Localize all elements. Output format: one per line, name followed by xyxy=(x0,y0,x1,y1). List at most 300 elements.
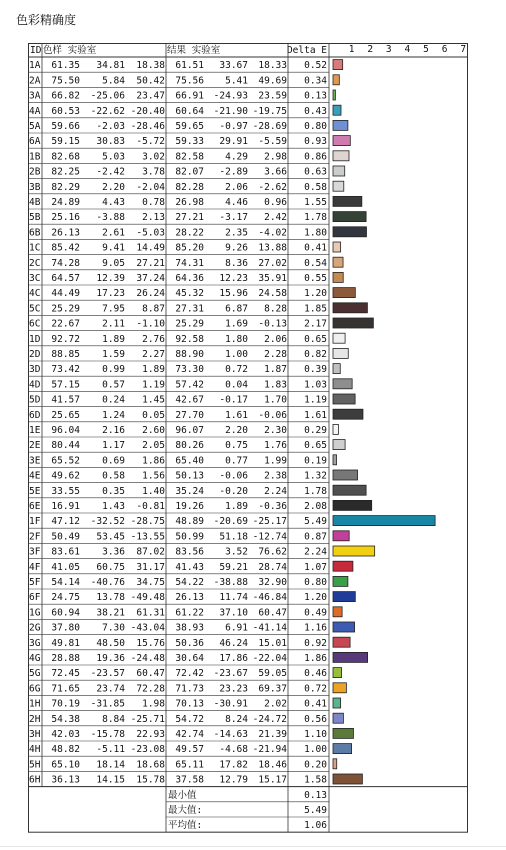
sample-a: 9.05 xyxy=(102,257,125,269)
row-id: 2D xyxy=(29,349,41,360)
sample-l: 64.57 xyxy=(51,273,80,284)
row-id: 2F xyxy=(29,531,41,543)
delta-e-bar xyxy=(333,698,341,708)
delta-e-bar xyxy=(333,607,342,617)
sample-l: 25.65 xyxy=(51,409,80,421)
sample-b: 1.56 xyxy=(142,470,165,482)
delta-e-bar xyxy=(333,561,353,571)
sample-a: 2.20 xyxy=(102,181,125,193)
sample-b: 15.78 xyxy=(136,774,165,786)
delta-e-value: 5.49 xyxy=(304,516,327,528)
delta-e-value: 1.58 xyxy=(304,774,327,786)
axis-tick-label: 2 xyxy=(367,44,374,55)
delta-e-value: 0.58 xyxy=(304,181,327,193)
sample-a: 19.36 xyxy=(96,653,125,664)
result-a: -4.68 xyxy=(219,744,248,756)
result-a: 1.80 xyxy=(225,333,248,345)
sample-l: 41.57 xyxy=(51,394,80,406)
row-id: 4A xyxy=(29,105,41,117)
result-b: -22.04 xyxy=(252,653,287,664)
sample-a: -25.06 xyxy=(90,90,125,102)
result-l: 92.58 xyxy=(175,333,204,345)
sample-b: 23.47 xyxy=(136,90,165,102)
row-id: 6B xyxy=(29,227,41,239)
result-b: 60.47 xyxy=(258,607,287,619)
delta-e-table-chart xyxy=(28,43,468,841)
sample-l: 74.28 xyxy=(51,257,80,269)
summary-max-value: 5.49 xyxy=(304,805,327,816)
result-l: 30.64 xyxy=(175,653,204,664)
sample-a: 0.99 xyxy=(102,364,125,376)
delta-e-value: 1.78 xyxy=(304,212,327,224)
delta-e-bar xyxy=(333,500,372,510)
summary-max-label: 最大值: xyxy=(168,805,203,816)
sample-a: -3.88 xyxy=(96,212,125,224)
delta-e-bar xyxy=(333,409,363,419)
delta-e-bar xyxy=(333,364,340,374)
delta-e-bar xyxy=(333,485,366,495)
result-a: 11.74 xyxy=(219,592,248,604)
sample-l: 75.50 xyxy=(51,75,80,87)
result-l: 83.56 xyxy=(175,546,204,558)
sample-a: 30.83 xyxy=(96,136,125,148)
delta-e-value: 1.20 xyxy=(304,288,327,300)
delta-e-bar xyxy=(333,683,346,693)
sample-a: 1.24 xyxy=(102,409,125,421)
result-a: 6.91 xyxy=(225,622,248,634)
sample-a: 23.74 xyxy=(96,683,125,695)
row-id: 3E xyxy=(29,455,41,467)
sample-a: 1.43 xyxy=(102,501,125,512)
result-b: 23.59 xyxy=(258,90,287,102)
delta-e-value: 0.49 xyxy=(304,607,327,619)
sample-b: -23.08 xyxy=(130,744,165,756)
delta-e-value: 0.19 xyxy=(304,455,327,467)
delta-e-value: 0.46 xyxy=(304,668,327,680)
result-b: 2.42 xyxy=(264,212,287,224)
sample-l: 83.61 xyxy=(51,546,80,558)
sample-b: 0.05 xyxy=(142,409,165,421)
delta-e-value: 1.20 xyxy=(304,592,327,604)
sample-l: 25.29 xyxy=(51,303,80,315)
result-l: 70.13 xyxy=(175,698,204,710)
result-a: 2.35 xyxy=(225,227,248,239)
axis-tick-label: 5 xyxy=(423,44,429,55)
sample-l: 33.55 xyxy=(51,485,80,497)
delta-e-bar xyxy=(333,652,368,662)
sample-l: 65.10 xyxy=(51,759,80,771)
result-a: 3.52 xyxy=(225,546,248,558)
delta-e-value: 0.41 xyxy=(304,242,327,254)
result-b: -41.14 xyxy=(252,622,287,634)
sample-b: 0.78 xyxy=(142,197,165,208)
result-a: 9.26 xyxy=(225,242,248,254)
result-l: 42.67 xyxy=(175,394,204,406)
delta-e-bar xyxy=(333,257,343,267)
delta-e-bar xyxy=(333,379,352,389)
row-id: 1G xyxy=(29,607,41,619)
result-a: 37.10 xyxy=(219,607,248,619)
delta-e-bar xyxy=(333,181,344,191)
sample-b: -2.04 xyxy=(136,181,165,193)
row-id: 3G xyxy=(29,637,41,649)
result-b: 27.02 xyxy=(258,257,287,269)
delta-e-value: 1.10 xyxy=(304,729,327,740)
header-result-lab: 结果 实验室 xyxy=(167,45,221,56)
delta-e-bar xyxy=(333,90,335,100)
result-b: 21.39 xyxy=(258,729,287,740)
sample-l: 71.65 xyxy=(51,683,80,695)
sample-l: 28.88 xyxy=(51,653,80,664)
sample-a: -2.42 xyxy=(96,166,125,178)
summary-min-value: 0.13 xyxy=(304,789,327,801)
delta-e-bar xyxy=(333,713,343,723)
result-b: 8.28 xyxy=(264,303,287,315)
axis-tick-label: 4 xyxy=(404,44,411,55)
page-bottom-divider xyxy=(0,846,506,847)
delta-e-value: 0.20 xyxy=(304,759,327,771)
sample-l: 54.14 xyxy=(51,577,80,588)
delta-e-value: 2.24 xyxy=(304,546,327,558)
sample-a: 1.59 xyxy=(102,349,125,360)
delta-e-value: 0.29 xyxy=(304,425,327,436)
row-id: 6E xyxy=(29,501,41,512)
result-a: 29.91 xyxy=(219,136,248,148)
result-b: 2.28 xyxy=(264,349,287,360)
result-l: 54.22 xyxy=(175,577,204,588)
delta-e-value: 0.65 xyxy=(304,333,327,345)
sample-a: 60.75 xyxy=(96,561,125,573)
sample-b: 31.17 xyxy=(136,561,165,573)
delta-e-bar xyxy=(333,288,355,298)
delta-e-value: 0.41 xyxy=(304,698,327,710)
delta-e-value: 0.52 xyxy=(304,60,327,72)
delta-e-value: 0.34 xyxy=(304,75,327,87)
sample-b: 3.02 xyxy=(142,151,165,163)
row-id: 3B xyxy=(29,181,41,193)
result-l: 27.31 xyxy=(175,303,204,315)
sample-l: 82.68 xyxy=(51,151,80,163)
result-a: 12.79 xyxy=(219,774,248,786)
delta-e-bar xyxy=(333,546,375,556)
result-a: -2.89 xyxy=(219,166,248,178)
sample-l: 47.12 xyxy=(51,516,80,528)
delta-e-value: 0.63 xyxy=(304,166,327,178)
result-a: 0.77 xyxy=(225,455,248,467)
result-l: 42.74 xyxy=(175,729,204,740)
result-l: 37.58 xyxy=(175,774,204,786)
sample-a: 12.39 xyxy=(96,273,125,284)
result-l: 64.36 xyxy=(175,273,204,284)
result-a: 1.61 xyxy=(225,409,248,421)
delta-e-bar xyxy=(333,136,350,146)
result-a: -0.17 xyxy=(219,394,248,406)
delta-e-value: 0.86 xyxy=(304,151,327,163)
sample-l: 42.03 xyxy=(51,729,80,740)
result-b: 1.83 xyxy=(264,379,287,391)
sample-b: 61.31 xyxy=(136,607,165,619)
result-l: 80.26 xyxy=(175,440,204,452)
sample-a: -32.52 xyxy=(90,516,125,528)
sample-a: 5.84 xyxy=(102,75,125,87)
delta-e-bar xyxy=(333,440,345,450)
row-id: 2H xyxy=(29,713,41,725)
header-id: ID xyxy=(30,45,42,56)
result-a: 2.06 xyxy=(225,181,248,193)
axis-tick-label: 1 xyxy=(348,44,355,55)
result-a: 8.24 xyxy=(225,713,248,725)
row-id: 4F xyxy=(29,561,41,573)
sample-l: 73.42 xyxy=(51,364,80,376)
sample-a: 18.14 xyxy=(96,759,125,771)
delta-e-bar xyxy=(333,318,373,328)
result-b: 69.37 xyxy=(258,683,287,695)
header-delta-e: Delta E xyxy=(286,45,327,56)
delta-e-bar xyxy=(333,166,345,176)
result-b: -25.17 xyxy=(252,516,287,528)
result-l: 54.72 xyxy=(175,713,204,725)
delta-e-bar xyxy=(333,759,337,769)
result-b: 32.90 xyxy=(258,577,287,588)
row-id: 1H xyxy=(29,698,41,710)
sample-l: 92.72 xyxy=(51,333,80,345)
sample-b: 3.78 xyxy=(142,166,165,178)
result-b: -24.72 xyxy=(252,713,287,725)
sample-l: 61.35 xyxy=(51,60,80,72)
sample-l: 65.52 xyxy=(51,455,80,467)
delta-e-bar xyxy=(333,455,337,465)
result-a: 17.86 xyxy=(219,653,248,664)
result-b: 15.17 xyxy=(258,774,287,786)
row-id: 2A xyxy=(29,75,41,87)
delta-e-bar xyxy=(333,60,343,70)
sample-l: 59.15 xyxy=(51,136,80,148)
result-a: 5.41 xyxy=(225,75,248,87)
sample-a: 9.41 xyxy=(102,242,125,254)
sample-l: 22.67 xyxy=(51,318,80,330)
result-b: 15.01 xyxy=(258,637,287,649)
result-b: -21.94 xyxy=(252,744,287,756)
sample-b: -24.48 xyxy=(130,653,165,664)
sample-l: 37.80 xyxy=(51,622,80,634)
row-id: 5A xyxy=(29,121,41,132)
result-b: 2.06 xyxy=(264,333,287,345)
result-b: 59.05 xyxy=(258,668,287,680)
delta-e-value: 1.80 xyxy=(304,227,327,239)
sample-a: 0.58 xyxy=(102,470,125,482)
sample-b: -5.03 xyxy=(136,227,165,239)
sample-a: -31.85 xyxy=(90,698,125,710)
sample-l: 72.45 xyxy=(51,668,80,680)
delta-e-bar xyxy=(333,728,353,738)
result-l: 50.36 xyxy=(175,637,204,649)
result-l: 50.13 xyxy=(175,470,204,482)
sample-b: 1.19 xyxy=(142,379,165,391)
sample-l: 49.62 xyxy=(51,470,80,482)
result-a: 8.36 xyxy=(225,257,248,269)
result-l: 74.31 xyxy=(175,257,204,269)
result-a: -23.67 xyxy=(213,668,248,680)
result-a: 15.96 xyxy=(219,288,248,300)
delta-e-bar xyxy=(333,196,362,206)
delta-e-bar xyxy=(333,622,355,632)
result-b: 2.30 xyxy=(264,425,287,436)
row-id: 3D xyxy=(29,364,41,376)
sample-b: -20.40 xyxy=(130,105,165,117)
result-l: 82.07 xyxy=(175,166,204,178)
sample-a: 53.45 xyxy=(96,531,125,543)
sample-b: -28.75 xyxy=(130,516,165,528)
delta-e-bar xyxy=(333,774,362,784)
sample-a: 5.03 xyxy=(102,151,125,163)
result-a: 0.04 xyxy=(225,379,248,391)
sample-b: 60.47 xyxy=(136,668,165,680)
delta-e-value: 1.19 xyxy=(304,394,327,406)
row-id: 4C xyxy=(29,288,41,300)
delta-e-bar xyxy=(333,348,348,358)
sample-b: 72.28 xyxy=(136,683,165,695)
result-a: 17.82 xyxy=(219,759,248,771)
result-a: 12.23 xyxy=(219,273,248,284)
delta-e-bar xyxy=(333,516,435,526)
delta-e-value: 0.80 xyxy=(304,121,327,132)
row-id: 3H xyxy=(29,729,41,740)
row-id: 6D xyxy=(29,409,41,421)
delta-e-bar xyxy=(333,424,338,434)
row-id: 3F xyxy=(29,546,41,558)
sample-b: 27.21 xyxy=(136,257,165,269)
sample-l: 24.89 xyxy=(51,197,80,208)
delta-e-bar xyxy=(333,333,345,343)
delta-e-value: 2.08 xyxy=(304,501,327,512)
summary-avg-value: 1.06 xyxy=(304,820,327,832)
row-id: 2B xyxy=(29,166,41,178)
row-id: 4H xyxy=(29,744,41,756)
sample-b: -49.48 xyxy=(130,592,165,604)
delta-e-bar xyxy=(333,531,349,541)
result-a: 23.23 xyxy=(219,683,248,695)
sample-a: -15.78 xyxy=(90,729,125,740)
sample-b: -13.55 xyxy=(130,531,165,543)
row-id: 1C xyxy=(29,242,41,254)
result-l: 19.26 xyxy=(175,501,204,512)
delta-e-bar xyxy=(333,242,341,252)
row-id: 1B xyxy=(29,151,41,163)
sample-l: 66.82 xyxy=(51,90,80,102)
sample-b: -43.04 xyxy=(130,622,165,634)
sample-l: 50.49 xyxy=(51,531,80,543)
result-b: 18.46 xyxy=(258,759,287,771)
sample-b: 2.76 xyxy=(142,333,165,345)
sample-b: 2.27 xyxy=(142,349,165,360)
delta-e-bar xyxy=(333,151,349,161)
delta-e-bar xyxy=(333,470,358,480)
result-b: 49.69 xyxy=(258,75,287,87)
delta-e-value: 1.61 xyxy=(304,409,327,421)
sample-a: 1.17 xyxy=(102,440,125,452)
sample-b: -25.71 xyxy=(130,713,165,725)
delta-e-value: 0.39 xyxy=(304,364,327,376)
result-a: 33.67 xyxy=(219,60,248,72)
sample-l: 82.25 xyxy=(51,166,80,178)
sample-b: 50.42 xyxy=(136,75,165,87)
sample-b: 1.40 xyxy=(142,485,165,497)
result-l: 35.24 xyxy=(175,485,204,497)
delta-e-bar xyxy=(333,576,348,586)
row-id: 1D xyxy=(29,333,41,345)
sample-b: -1.10 xyxy=(136,318,165,330)
row-id: 2E xyxy=(29,440,41,452)
result-b: 3.66 xyxy=(264,166,287,178)
result-a: 4.29 xyxy=(225,151,248,163)
sample-b: 2.13 xyxy=(142,212,165,224)
sample-b: 2.60 xyxy=(142,425,165,436)
result-a: -0.20 xyxy=(219,485,248,497)
sample-a: 8.84 xyxy=(102,713,125,725)
result-a: 46.24 xyxy=(219,637,248,649)
delta-e-bar xyxy=(333,227,366,237)
sample-a: -22.62 xyxy=(90,105,125,117)
result-a: 0.75 xyxy=(225,440,248,452)
result-b: -0.06 xyxy=(258,409,287,421)
result-b: 1.76 xyxy=(264,440,287,452)
delta-e-bar xyxy=(333,394,355,404)
result-a: 1.89 xyxy=(225,501,248,512)
sample-l: 96.04 xyxy=(51,425,80,436)
sample-b: 1.45 xyxy=(142,394,165,406)
result-a: -21.90 xyxy=(213,105,248,117)
summary-min-label: 最小值 xyxy=(168,789,197,801)
result-b: 2.02 xyxy=(264,698,287,710)
result-b: 2.98 xyxy=(264,151,287,163)
sample-l: 80.44 xyxy=(51,440,80,452)
delta-e-bar xyxy=(333,272,343,282)
result-b: -4.02 xyxy=(258,227,287,239)
result-l: 49.57 xyxy=(175,744,204,756)
sample-a: 2.11 xyxy=(102,318,125,330)
sample-b: 22.93 xyxy=(136,729,165,740)
row-id: 5D xyxy=(29,394,41,406)
sample-b: 18.68 xyxy=(136,759,165,771)
sample-a: 7.30 xyxy=(102,622,125,634)
page-title: 色彩精确度 xyxy=(16,13,77,27)
delta-e-bar xyxy=(333,75,339,85)
delta-e-value: 1.55 xyxy=(304,197,327,208)
result-b: -5.59 xyxy=(258,136,287,148)
sample-l: 85.42 xyxy=(51,242,80,254)
sample-a: -23.57 xyxy=(90,668,125,680)
row-id: 3A xyxy=(29,90,41,102)
delta-e-value: 1.86 xyxy=(304,653,327,664)
result-l: 27.70 xyxy=(175,409,204,421)
result-b: 0.96 xyxy=(264,197,287,208)
delta-e-value: 0.55 xyxy=(304,273,327,284)
result-l: 85.20 xyxy=(175,242,204,254)
delta-e-value: 1.03 xyxy=(304,379,327,391)
row-id: 2C xyxy=(29,257,41,269)
sample-l: 57.15 xyxy=(51,379,80,391)
sample-l: 25.16 xyxy=(51,212,80,224)
row-id: 1A xyxy=(29,60,41,72)
axis-tick-label: 7 xyxy=(460,44,467,55)
axis-tick-label: 3 xyxy=(385,44,392,55)
row-id: 5H xyxy=(29,759,41,771)
result-a: 0.72 xyxy=(225,364,248,376)
row-id: 5C xyxy=(29,303,41,315)
result-l: 59.65 xyxy=(175,121,204,132)
table-frame xyxy=(29,44,468,833)
result-l: 59.33 xyxy=(175,136,204,148)
